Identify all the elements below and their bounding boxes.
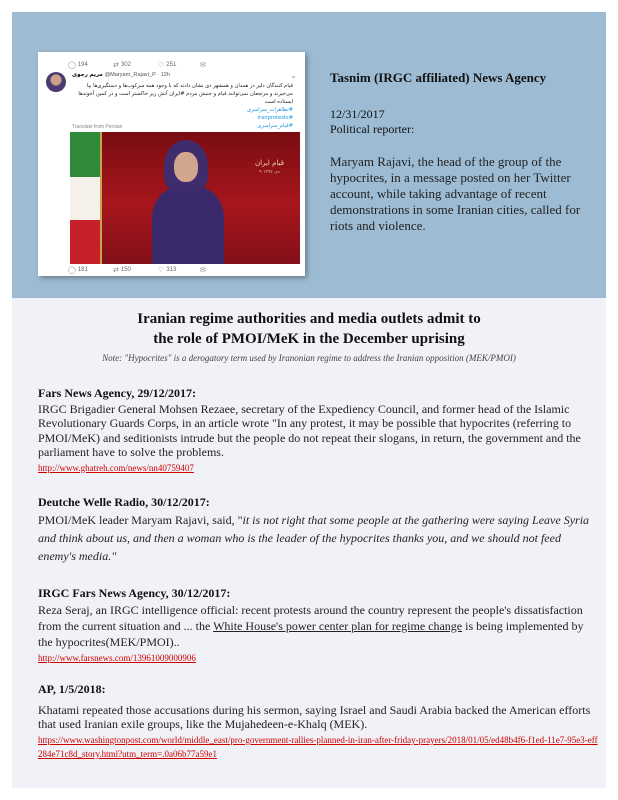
tweet-photo[interactable] (70, 132, 300, 264)
translate-link[interactable]: Translate from Persian (72, 124, 123, 130)
avatar[interactable] (46, 72, 66, 92)
chevron-down-icon[interactable]: ⌄ (290, 71, 297, 80)
entry-ap (38, 682, 598, 761)
reply-icon: ◯ (68, 267, 76, 274)
entry-irgc-fars (38, 586, 598, 664)
heart-icon: ♡ (158, 267, 165, 274)
speaker-image (152, 140, 232, 264)
document-page (12, 12, 606, 788)
reply-icon: ◯ (68, 62, 76, 69)
entry-dw (38, 495, 598, 565)
retweet-action[interactable]: ⇄ 302 (113, 62, 131, 69)
hashtag[interactable]: #قیام_سراسری (257, 123, 293, 129)
entry-body: Reza Seraj, an IRGC intelligence official: recent protests around the country represent the people's dissatisfaction from the current situation and ... the White House's power center plan for regime change is being implemented by the hypocrites(MEK/PMOI).. (38, 602, 584, 649)
entry-title: Deutche Welle Radio, 30/12/2017: (38, 495, 210, 509)
envelope-icon: ✉ (200, 267, 206, 274)
like-action[interactable]: ♡ 251 (158, 62, 177, 69)
retweet-icon: ⇄ (113, 62, 119, 69)
like-action[interactable]: ♡ 313 (158, 267, 177, 274)
reply-action[interactable]: ◯ 181 (68, 267, 88, 274)
source-link[interactable]: http://www.farsnews.com/13961009000906 (38, 652, 196, 663)
tweet-author[interactable]: مریم رجوی @Maryam_Rajavi_P · 12h (72, 72, 171, 78)
message-action[interactable] (200, 61, 206, 69)
message-action[interactable] (200, 266, 206, 274)
report-date: 12/31/2017 Political reporter: (330, 107, 415, 136)
entry-title: Fars News Agency, 29/12/2017: (38, 386, 196, 400)
iran-flag-image (70, 132, 100, 264)
page-heading: Iranian regime authorities and media outlets admit to the role of PMOI/MeK in the December uprising (137, 311, 481, 347)
note: Note: "Hypocrites" is a derogatory term used by Iranonian regime to address the Iranian opposition (MEK/PMOI) (102, 353, 516, 363)
envelope-icon: ✉ (200, 62, 206, 69)
entry-title: IRGC Fars News Agency, 30/12/2017: (38, 586, 231, 600)
tasnim-panel (12, 12, 606, 298)
report-quote: Maryam Rajavi, the head of the group of the hypocrites, in a message posted on her Twitter account, while taking advantage of recent demonstrations in some Iranian cities, called for riots and violence. (330, 154, 581, 233)
entry-fars (38, 386, 598, 474)
photo-caption: قیام ایران ۹ دی ۱۳۹۶ (255, 159, 284, 175)
agency-name: Tasnim (IRGC affiliated) News Agency (330, 70, 547, 85)
retweet-action[interactable]: ⇄ 150 (113, 267, 131, 274)
entry-body: IRGC Brigadier General Mohsen Rezaee, secretary of the Expediency Council, and former head of the Islamic Revolutionary Guards Corps, in an article wrote "In any protest, it may be possible that hypocrites (referring to PMOI/MeK) and seditionists intrude but the people do not repeat their slogans, in return, the government and the parliament have to solve the problems. (38, 401, 581, 459)
tweet-text: قیام کنندگان دلیر در همدان و همشهر دی نشان دادند که با وجود همه سرکوب‌ها و دستگیری‌ها بپا می‌خیزند و مرتجعان نمی‌توانند قیام و جنبش مردم #ایران آتش زیر خاکستر است و در کمین آخوندها ایستاده است #تظاهرات_سراسری #iranprotests #قیام_سراسری (76, 82, 293, 130)
entry-body: PMOI/MeK leader Maryam Rajavi, said, "it is not right that some people at the gathering were saying Leave Syria and think about us, and then a woman who is the leader of the hypocrites thanks you, and we should not feed enemy's media." (38, 512, 590, 563)
hashtag[interactable]: #تظاهرات_سراسری (246, 107, 293, 113)
source-link[interactable]: http://www.ghatreh.com/news/nn40759407 (38, 462, 194, 473)
source-link[interactable]: https://www.washingtonpost.com/world/middle_east/pro-government-rallies-planned-in-iran-after-friday-prayers/2018/01/05/ed48b4f6-f1ed-11e7-95e3-eff284e71c8d_story.html?utm_term=.0a06b77a59e1 (38, 734, 598, 759)
entry-title: AP, 1/5/2018: (38, 682, 106, 696)
hashtag[interactable]: #iranprotests (257, 115, 293, 121)
entry-body: Khatami repeated those accusations during his sermon, saying Israel and Saudi Arabia backed the American efforts that used Iranian exile groups, like the Mujahedeen-e-Khalq (MEK). (38, 702, 591, 731)
heart-icon: ♡ (158, 62, 165, 69)
tweet-screenshot (38, 52, 305, 276)
retweet-icon: ⇄ (113, 267, 119, 274)
reply-action[interactable]: ◯ 194 (68, 62, 88, 69)
